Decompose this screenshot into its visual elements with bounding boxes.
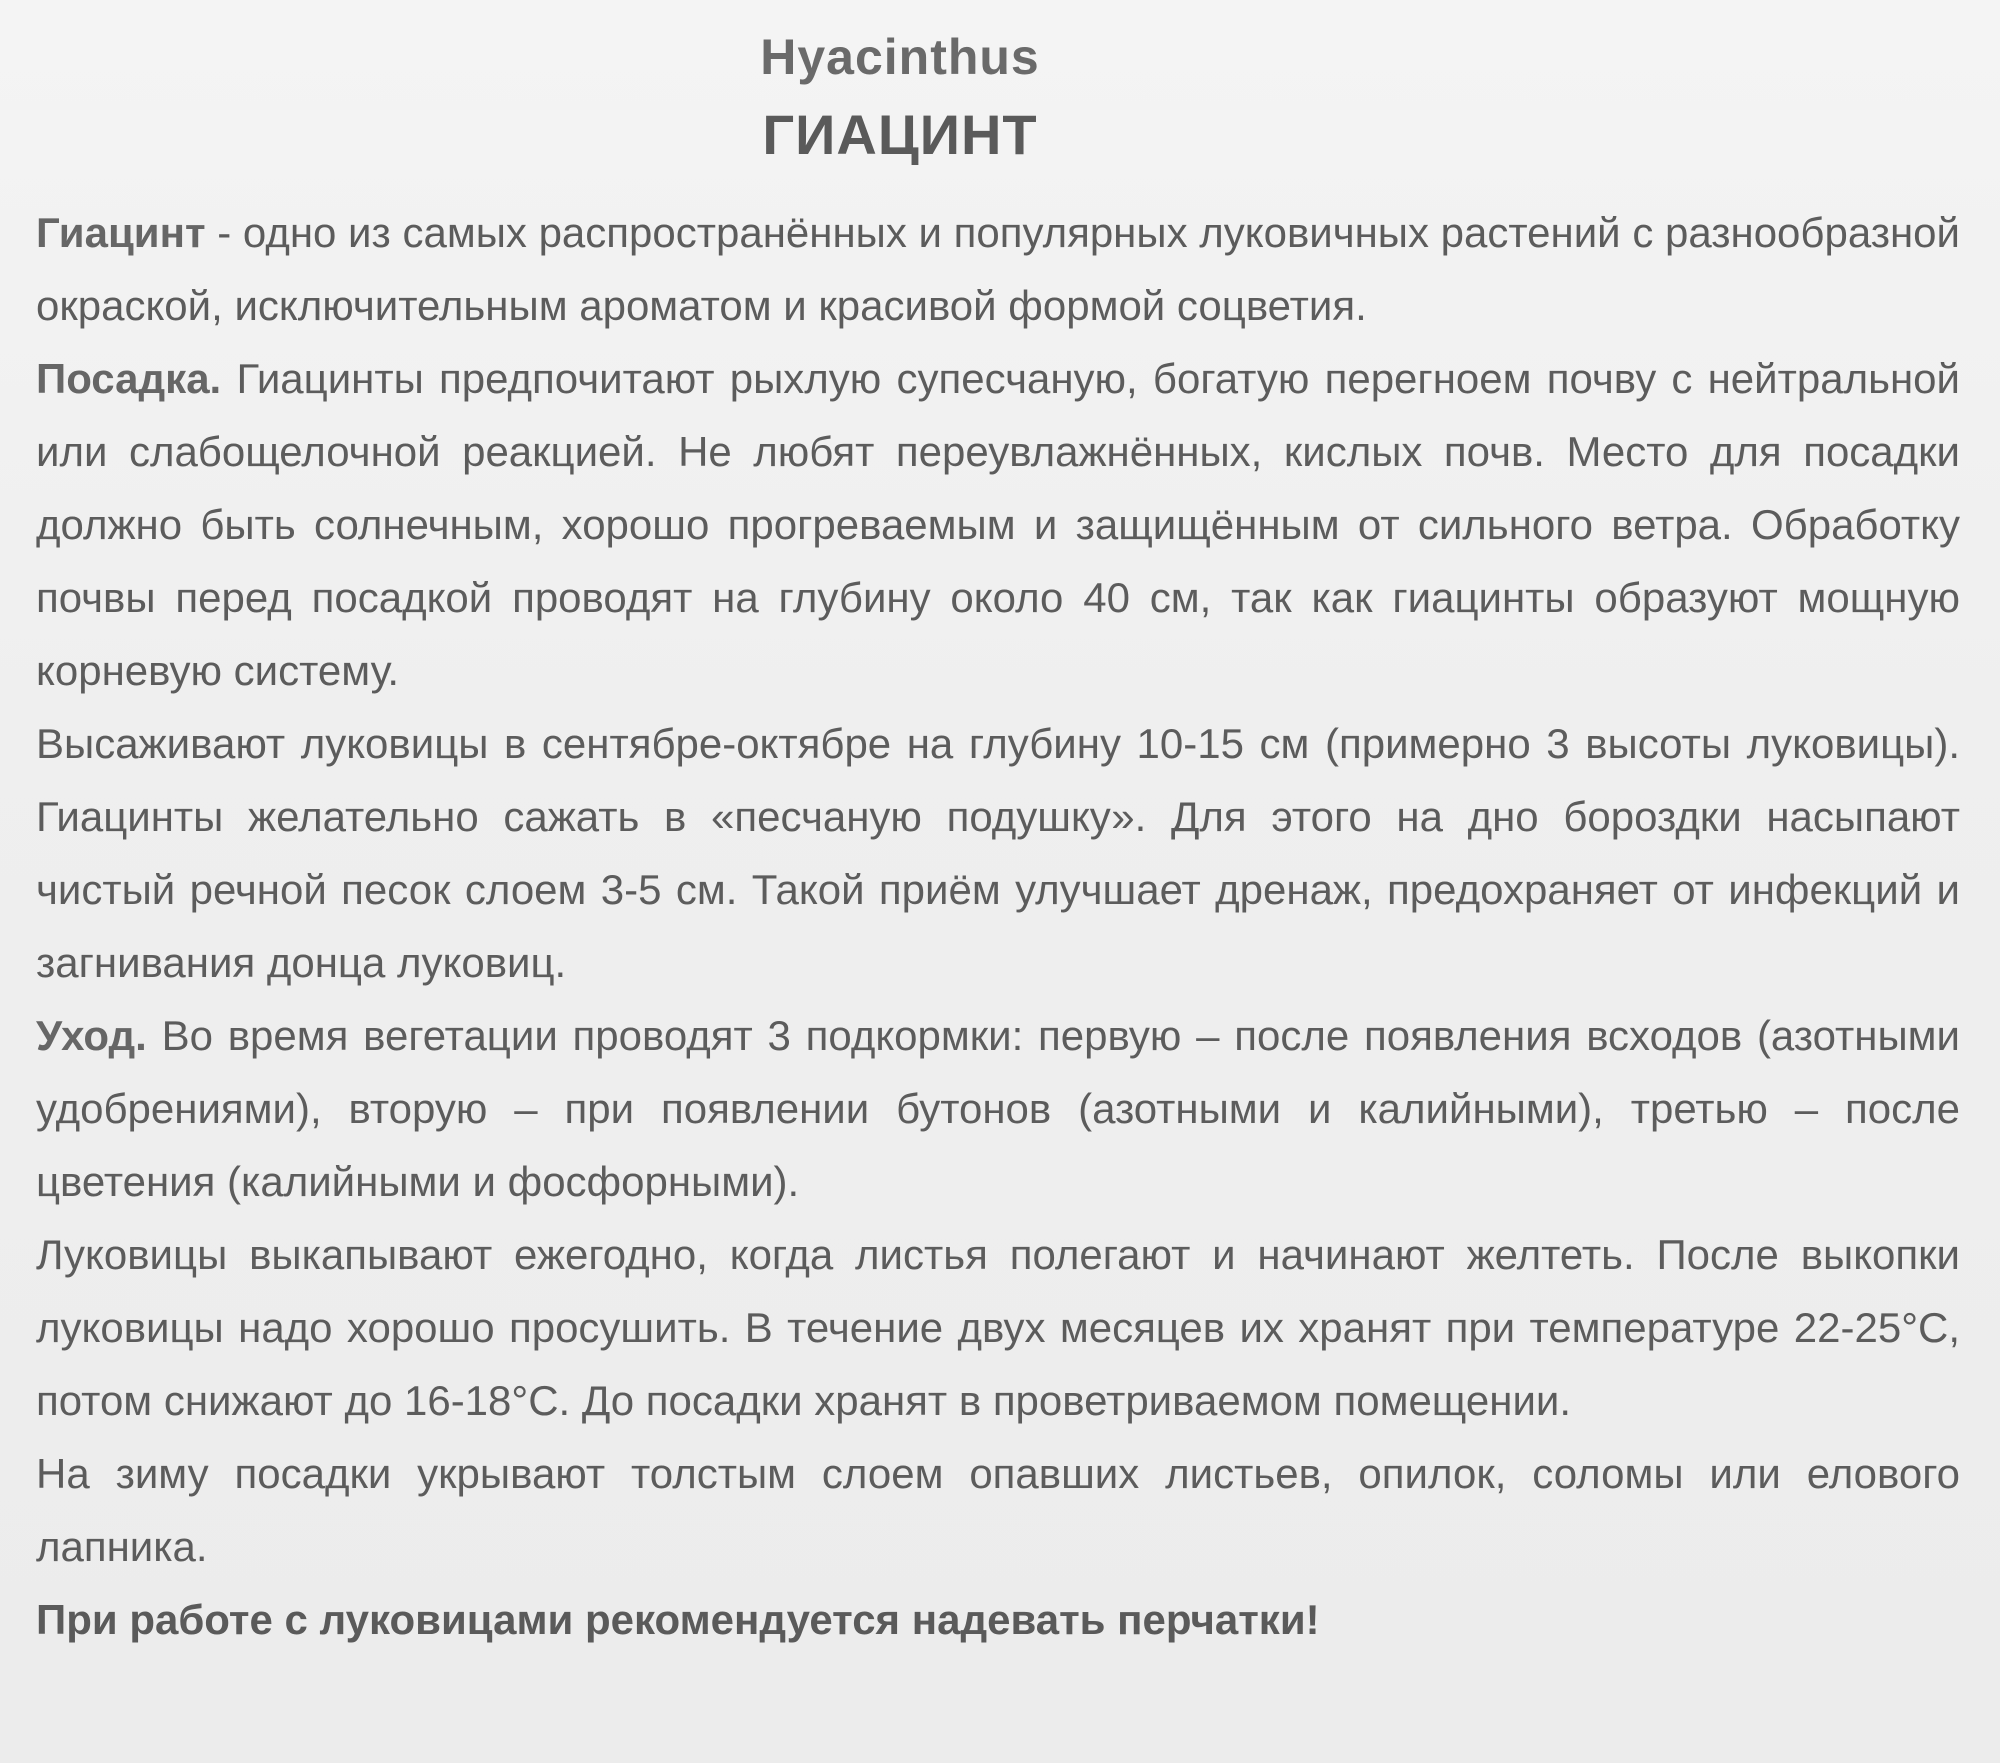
paragraph-text: Во время вегетации проводят 3 подкормки: первую – после появления всходов (азотными удобрениями), вторую – при появлении бутонов (азотными и калийными), третью – после цветения (калийными и фосфорными). [36, 1012, 1960, 1205]
paragraph-lead: Посадка. [36, 355, 222, 402]
paragraph-text: На зиму посадки укрывают толстым слоем опавших листьев, опилок, соломы или елового лапника. [36, 1450, 1960, 1570]
paragraph-text: Луковицы выкапывают ежегодно, когда листья полегают и начинают желтеть. После выкопки луковицы надо хорошо просушить. В течение двух месяцев их хранят при температуре 22-25°С, потом снижают до 16-18°С. До посадки хранят в проветриваемом помещении. [36, 1231, 1960, 1424]
body-text [36, 196, 1960, 1656]
paragraph-storage [36, 1218, 1960, 1437]
latin-title: Hyacinthus [760, 29, 1040, 85]
paragraph-winter [36, 1437, 1960, 1583]
gloves-warning: При работе с луковицами рекомендуется надевать перчатки! [36, 1596, 1320, 1643]
paragraph-care [36, 999, 1960, 1218]
paragraph-text: Гиацинты предпочитают рыхлую супесчаную, богатую перегноем почву с нейтральной или слабощелочной реакцией. Не любят переувлажнённых, кислых почв. Место для посадки должно быть солнечным, хорошо прогреваемым и защищённым от сильного ветра. Обработку почвы перед посадкой проводят на глубину около 40 см, так как гиацинты образуют мощную корневую систему. [36, 355, 1960, 694]
paragraph-intro [36, 196, 1960, 342]
paragraph-lead: Уход. [36, 1012, 147, 1059]
paragraph-text: - одно из самых распространённых и популярных луковичных растений с разнообразной окраской, исключительным ароматом и красивой формой соцветия. [36, 209, 1960, 329]
paragraph-planting [36, 342, 1960, 707]
paragraph-planting-time [36, 707, 1960, 999]
paragraph-text: Высаживают луковицы в сентябре-октябре на глубину 10-15 см (примерно 3 высоты луковицы). Гиацинты желательно сажать в «песчаную подушку». Для этого на дно бороздки насыпают чистый речной песок слоем 3-5 см. Такой приём улучшает дренаж, предохраняет от инфекций и загнивания донца луковиц. [36, 720, 1960, 986]
page-title: ГИАЦИНТ [762, 103, 1038, 166]
paragraph-lead: Гиацинт [36, 209, 206, 256]
